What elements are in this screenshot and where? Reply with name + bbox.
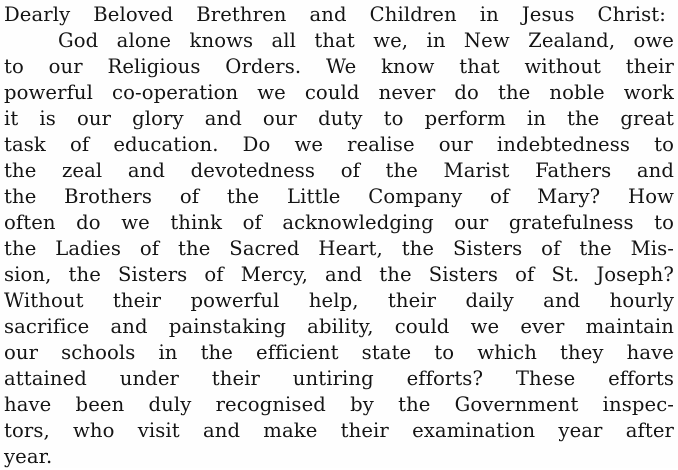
text-line: year.	[4, 445, 53, 468]
text-line: God alone knows all that we, in New Zealand, owe	[58, 29, 674, 52]
text-line: the zeal and devotedness of the Marist Fathers and	[4, 159, 674, 182]
text-line: have been duly recognised by the Government inspec-	[4, 393, 674, 416]
text-line: attained under their untiring efforts? These efforts	[4, 367, 674, 390]
text-line: sion, the Sisters of Mercy, and the Sisters of St. Joseph?	[4, 263, 674, 286]
text-line: the Ladies of the Sacred Heart, the Sisters of the Mis-	[4, 237, 674, 260]
text-line: sacrifice and painstaking ability, could we ever maintain	[4, 315, 674, 338]
text-line: often do we think of acknowledging our gratefulness to	[4, 211, 674, 234]
text-line: to our Religious Orders. We know that without their	[4, 55, 674, 78]
text-line: Without their powerful help, their daily and hourly	[4, 289, 674, 312]
text-line: our schools in the efficient state to which they have	[4, 341, 674, 364]
text-line: the Brothers of the Little Company of Mary? How	[4, 185, 674, 208]
text-line: powerful co-operation we could never do the noble work	[4, 81, 674, 104]
text-line: task of education. Do we realise our indebtedness to	[4, 133, 674, 156]
text-line: Dearly Beloved Brethren and Children in Jesus Christ:	[4, 3, 666, 26]
text-line: it is our glory and our duty to perform in the great	[4, 107, 674, 130]
text-line: tors, who visit and make their examination year after	[4, 419, 674, 442]
